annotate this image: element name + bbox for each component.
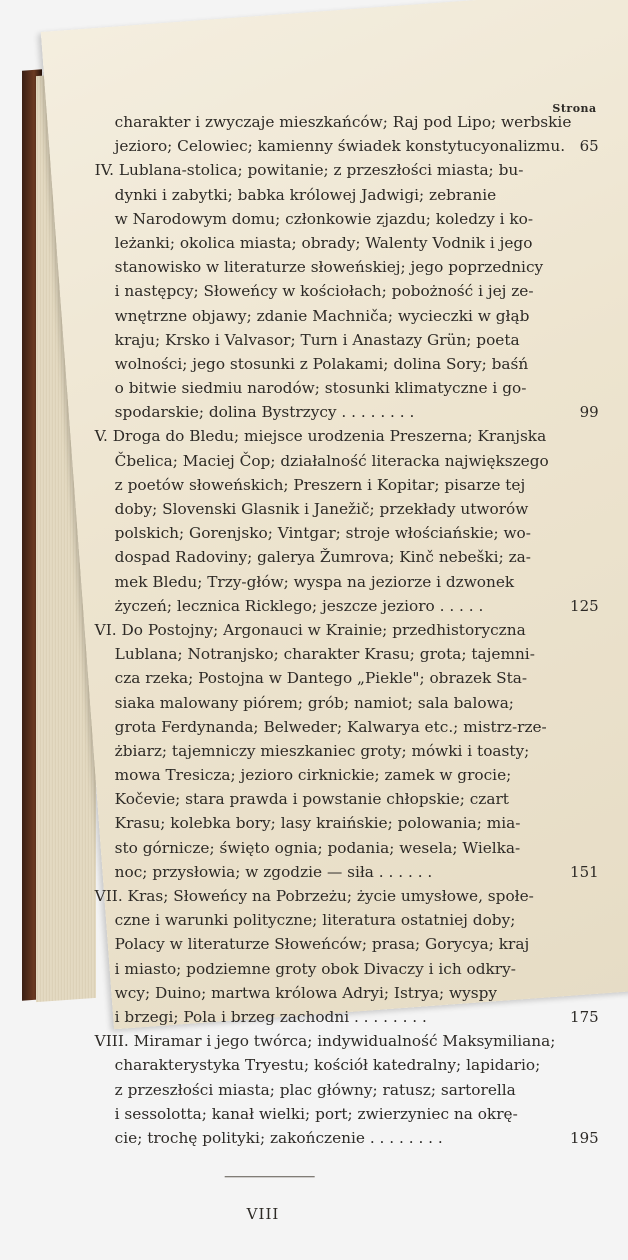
toc-line	[95, 957, 565, 981]
toc-line	[95, 812, 565, 836]
toc-line	[95, 763, 565, 787]
toc-line-text: stanowisko w literaturze słoweńskiej; jego poprzednicy	[114, 258, 544, 277]
toc-page-number: 151	[570, 863, 599, 882]
toc-line-text: żbiarz; tajemniczy mieszkaniec groty; mówki i toasty;	[114, 742, 530, 761]
toc-line-text: o bitwie siedmiu narodów; stosunki klimatyczne i go-	[114, 379, 527, 398]
page-column-label: Strona	[552, 102, 597, 116]
toc-line	[95, 255, 565, 279]
toc-line	[95, 328, 565, 352]
toc-line	[95, 376, 565, 400]
toc-line	[95, 1054, 565, 1078]
toc-line-text: charakter i zwyczaje mieszkańców; Raj pod Lipo; werbskie	[114, 113, 572, 132]
toc-line-text: czne i warunki polityczne; literatura ostatniej doby;	[114, 911, 516, 930]
toc-line-text: wcy; Duino; martwa królowa Adryi; Istrya; wyspy	[114, 983, 498, 1002]
toc-line-text: jezioro; Celowiec; kamienny świadek konstytucyonalizmu.	[114, 137, 566, 156]
toc-line-text: spodarskie; dolina Bystrzycy . . . . . . . .	[114, 403, 415, 422]
toc-line-text: Čbelica; Maciej Čop; działalność literacka największego	[114, 451, 549, 470]
toc-line-text: VIII. Miramar i jego twórca; indywidualność Maksymiliana;	[94, 1032, 556, 1051]
toc-line	[95, 280, 565, 304]
toc-line	[95, 425, 565, 449]
toc-page-number: 125	[570, 596, 599, 615]
toc-line	[95, 594, 599, 618]
toc-page-number: 99	[579, 403, 599, 422]
toc-line-text: i miasto; podziemne groty obok Divaczy i ich odkry-	[114, 959, 516, 978]
toc-line	[95, 231, 565, 255]
toc-line-text: wolności; jego stosunki z Polakami; dolina Sory; baśń	[114, 355, 529, 374]
toc-line-text: IV. Lublana-stolica; powitanie; z przeszłości miasta; bu-	[94, 161, 524, 180]
toc-line	[95, 400, 599, 424]
toc-line-text: dynki i zabytki; babka królowej Jadwigi; zebranie	[114, 185, 497, 204]
toc-line	[95, 473, 565, 497]
toc-line	[95, 304, 565, 328]
toc-line	[95, 1102, 565, 1126]
toc-lines	[94, 110, 599, 1150]
toc-line-text: Krasu; kolebka bory; lasy kraińskie; polowania; mia-	[114, 814, 521, 833]
toc-line-text: VI. Do Postojny; Argonauci w Krainie; przedhistoryczna	[94, 621, 526, 640]
toc-line	[95, 933, 565, 957]
toc-line-text: dospad Radoviny; galerya Žumrova; Kinč nebeški; za-	[114, 548, 531, 567]
toc-line-text: V. Droga do Bledu; miejsce urodzenia Preszerna; Kranjska	[94, 427, 547, 446]
toc-line	[95, 159, 565, 183]
toc-line-text: Lublana; Notranjsko; charakter Krasu; grota; tajemni-	[114, 645, 535, 664]
toc-line-text: noc; przysłowia; w zgodzie — siła . . . . . .	[114, 863, 433, 882]
divider-rule	[225, 1176, 315, 1177]
toc-line-text: z przeszłości miasta; plac główny; ratusz; sartorella	[114, 1080, 516, 1099]
toc-line-text: mek Bledu; Trzy-głów; wyspa na jeziorze i dzwonek	[114, 572, 515, 591]
toc-line	[95, 642, 565, 666]
toc-line-text: życzeń; lecznica Ricklego; jeszcze jezioro . . . . .	[114, 596, 484, 615]
toc-line-text: doby; Slovenski Glasnik i Janežič; przekłady utworów	[114, 500, 529, 519]
toc-line	[95, 207, 565, 231]
toc-line	[95, 836, 565, 860]
toc-line	[95, 1005, 599, 1029]
book-page	[41, 0, 628, 1224]
toc-line	[95, 787, 565, 811]
toc-line	[95, 546, 565, 570]
toc-line-text: i brzegi; Pola i brzeg zachodni . . . . . . . .	[114, 1008, 427, 1027]
toc-line	[95, 449, 565, 473]
toc-line-text: grota Ferdynanda; Belweder; Kalwarya etc.; mistrz-rze-	[114, 717, 547, 736]
toc-line-text: wnętrzne objawy; zdanie Machniča; wycieczki w głąb	[114, 306, 530, 325]
toc-line-text: kraju; Krsko i Valvasor; Turn i Anastazy Grün; poeta	[114, 330, 520, 349]
toc-line-text: charakterystyka Tryestu; kościół katedralny; lapidario;	[114, 1056, 541, 1075]
toc-line	[95, 715, 565, 739]
toc-line-text: cie; trochę polityki; zakończenie . . . . . . . .	[114, 1129, 443, 1148]
toc-line	[95, 908, 565, 932]
toc-line	[95, 521, 565, 545]
toc-line	[95, 352, 565, 376]
toc-line	[95, 691, 565, 715]
toc-page-number: 195	[570, 1129, 599, 1148]
toc-line-text: Kočevie; stara prawda i powstanie chłopskie; czart	[114, 790, 509, 809]
toc-line-text: mowa Tresicza; jezioro cirknickie; zamek w grocie;	[114, 766, 512, 785]
toc-line	[95, 134, 599, 158]
toc-line-text: cza rzeka; Postojna w Dantego „Piekle"; obrazek Sta-	[114, 669, 528, 688]
toc-line-text: polskich; Gorenjsko; Vintgar; stroje włościańskie; wo-	[114, 524, 531, 543]
toc-line-text: siaka malowany piórem; grób; namiot; sala balowa;	[114, 693, 514, 712]
toc-page-number: 175	[570, 1008, 599, 1027]
toc-line	[95, 183, 565, 207]
toc-line-text: i następcy; Słoweńcy w kościołach; pobożność i jej ze-	[114, 282, 534, 301]
toc-line	[95, 570, 565, 594]
toc-line-text: leżanki; okolica miasta; obrady; Walenty Vodnik i jego	[114, 234, 533, 253]
toc-line	[95, 618, 565, 642]
toc-line-text: w Narodowym domu; członkowie zjazdu; koledzy i ko-	[114, 209, 533, 228]
toc-line	[95, 1029, 565, 1053]
toc-line	[95, 884, 565, 908]
toc-line-text: Polacy w literaturze Słoweńców; prasa; Gorycya; kraj	[114, 935, 530, 954]
toc-line	[95, 981, 565, 1005]
toc-line-text: i sessolotta; kanał wielki; port; zwierzyniec na okrę-	[114, 1104, 518, 1123]
toc-line	[95, 860, 599, 884]
toc-line	[95, 739, 565, 763]
toc-line	[95, 667, 565, 691]
toc-line-text: sto górnicze; święto ognia; podania; wesela; Wielka-	[114, 838, 521, 857]
toc-line	[95, 110, 572, 134]
toc-line-text: VII. Kras; Słoweńcy na Pobrzeżu; życie umysłowe, społe-	[94, 887, 534, 906]
toc-page-number: 65	[579, 137, 599, 156]
toc-line	[95, 1126, 599, 1150]
toc-line	[95, 1078, 565, 1102]
page-marker: VIII	[246, 1205, 280, 1224]
toc-line	[95, 497, 565, 521]
table-of-contents	[94, 102, 599, 1224]
toc-line-text: z poetów słoweńskich; Preszern i Kopitar; pisarze tej	[114, 476, 526, 495]
